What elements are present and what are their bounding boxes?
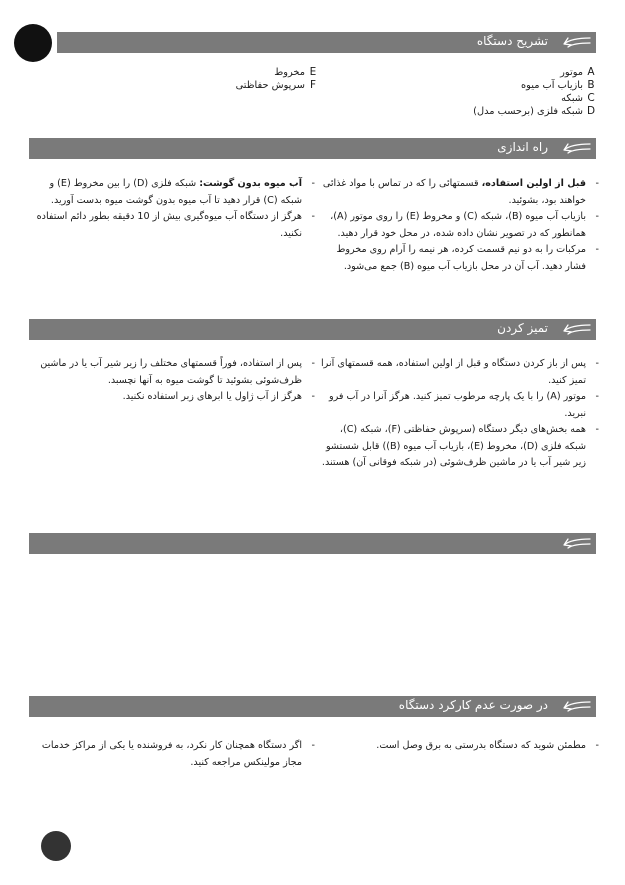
part-item: Dشبکه فلزی (برحسب مدل) xyxy=(473,105,596,117)
list-item: - همه بخش‌های دیگر دستگاه (سرپوش حفاظتی (F)، شبکه (C)، شبکه فلزی (D)، مخروط (E)، بازیاب آب میوه (B)) قابل شستشو زیر شیر آب یا در ماشین ظرف‌شوئی (در شبکه فوقانی آن) هستند. xyxy=(316,422,599,472)
setup-column-right xyxy=(316,176,599,275)
parts-list-right xyxy=(399,66,599,118)
list-item: - مطمئن شوید که دستگاه بدرستی به برق وصل است. xyxy=(316,738,599,755)
part-item: Eمخروط xyxy=(274,66,317,78)
section-title: تمیز کردن xyxy=(497,321,548,335)
list-item: - پس از باز کردن دستگاه و قبل از اولین استفاده، همه قسمتهای آنرا تمیز کنید. xyxy=(316,356,599,389)
curved-arrow-icon xyxy=(556,141,592,157)
section-header-troubleshooting xyxy=(29,696,596,717)
curved-arrow-icon xyxy=(556,35,592,51)
list-item: - اگر دستگاه همچنان کار نکرد، به فروشنده یا یکی از مراکز خدمات مجاز مولینکس مراجعه کنید. xyxy=(33,738,315,771)
section-header-cleaning xyxy=(29,319,596,340)
section-header-blank xyxy=(29,533,596,554)
list-item: - مرکبات را به دو نیم قسمت کرده، هر نیمه را آرام روی مخروط فشار دهید. آب آن در محل بازیاب آب میوه (B) جمع می‌شود. xyxy=(316,242,599,275)
section-title: تشریح دستگاه xyxy=(476,34,548,48)
list-item: - بازیاب آب میوه (B)، شبکه (C) و مخروط (E) را روی موتور (A)، همانطور که در تصویر نشان داده شده، در محل خود قرار دهید. xyxy=(316,209,599,242)
list-item: - پس از استفاده، فوراً قسمتهای مختلف را زیر شیر آب یا در ماشین ظرف‌شوئی بشوئید تا گوشت میوه به آنها نچسبد. xyxy=(33,356,315,389)
parts-list-left xyxy=(201,66,321,92)
troubleshooting-column-right xyxy=(316,738,599,755)
section-header-setup xyxy=(29,138,596,159)
setup-column-left xyxy=(33,176,315,242)
page-dot-icon xyxy=(41,831,71,861)
troubleshooting-column-left xyxy=(33,738,315,771)
section-title: راه اندازی xyxy=(497,140,548,154)
section-header-description xyxy=(57,32,596,53)
part-item: Cشبکه xyxy=(561,92,595,104)
part-item: Fسرپوش حفاظتی xyxy=(235,79,317,91)
list-item: - موتور (A) را با یک پارچه مرطوب تمیز کنید. هرگز آنرا در آب فرو نبرید. xyxy=(316,389,599,422)
cleaning-column-right xyxy=(316,356,599,472)
page-dot-icon xyxy=(14,24,52,62)
part-item: Aموتور xyxy=(560,66,595,78)
curved-arrow-icon xyxy=(556,322,592,338)
part-item: Bبازیاب آب میوه xyxy=(521,79,595,91)
curved-arrow-icon xyxy=(556,699,592,715)
list-item: - هرگز از دستگاه آب میوه‌گیری بیش از 10 دقیقه بطور دائم استفاده نکنید. xyxy=(33,209,315,242)
section-title: در صورت عدم کارکرد دستگاه xyxy=(398,698,548,712)
cleaning-column-left xyxy=(33,356,315,406)
list-item: - آب میوه بدون گوشت: شبکه فلزی (D) را بین مخروط (E) و شبکه (C) قرار دهید تا آب میوه بدون گوشت میوه بدست آورید. xyxy=(33,176,315,209)
list-item: - قبل از اولین استفاده، قسمتهائی را که در تماس با مواد غذائی خواهند بود، بشوئید. xyxy=(316,176,599,209)
list-item: - هرگز از آب ژاول یا ابرهای زبر استفاده نکنید. xyxy=(33,389,315,406)
curved-arrow-icon xyxy=(556,536,592,552)
